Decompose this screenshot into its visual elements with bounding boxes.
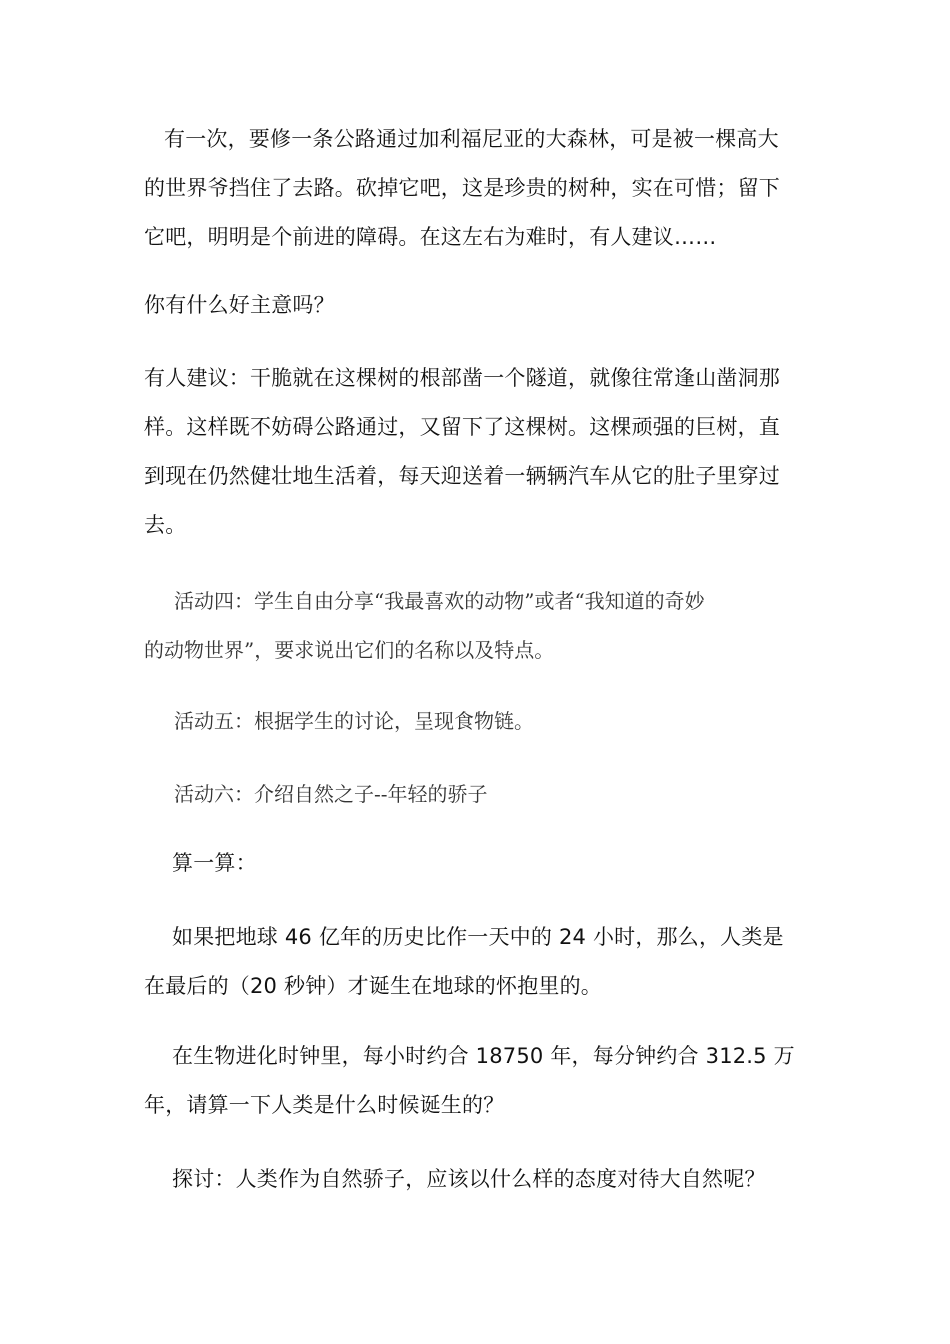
text-line: 探讨：人类作为自然骄子，应该以什么样的态度对待大自然呢？ (172, 1167, 766, 1191)
activity-six-paragraph (144, 770, 814, 819)
text-line: 有一次，要修一条公路通过加利福尼亚的大森林，可是被一棵高大 (164, 127, 779, 151)
text-line: 活动五：根据学生的讨论，呈现食物链。 (174, 709, 534, 733)
text-line: 算一算： (172, 851, 257, 875)
text-line: 活动四：学生自由分享“我最喜欢的动物”或者“我知道的奇妙 (174, 589, 705, 613)
calc-two-paragraph (144, 1032, 814, 1130)
text-line: 的动物世界”，要求说出它们的名称以及特点。 (144, 638, 555, 662)
text-line: 有人建议：干脆就在这棵树的根部凿一个隧道，就像往常逢山凿洞那 (144, 366, 780, 390)
activity-four-paragraph (144, 577, 814, 675)
text-line: 去。 (144, 513, 187, 537)
text-line: 的世界爷挡住了去路。砍掉它吧，这是珍贵的树种，实在可惜；留下 (144, 176, 780, 200)
question-paragraph (144, 281, 814, 330)
text-line: 在最后的（20 秒钟）才诞生在地球的怀抱里的。 (144, 974, 602, 998)
text-line: 在生物进化时钟里，每小时约合 18750 年，每分钟约合 312.5 万 (172, 1044, 795, 1068)
text-line: 到现在仍然健壮地生活着，每天迎送着一辆辆汽车从它的肚子里穿过 (144, 464, 780, 488)
text-line: 它吧，明明是个前进的障碍。在这左右为难时，有人建议…… (144, 225, 717, 249)
text-line: 如果把地球 46 亿年的历史比作一天中的 24 小时，那么，人类是 (172, 925, 784, 949)
text-line: 你有什么好主意吗？ (144, 293, 335, 317)
activity-five-paragraph (144, 697, 814, 746)
text-line: 样。这样既不妨碍公路通过，又留下了这棵树。这棵顽强的巨树，直 (144, 415, 780, 439)
suggestion-paragraph (144, 354, 814, 550)
calc-one-paragraph (144, 913, 814, 1011)
intro-paragraph (144, 115, 814, 262)
text-line: 活动六：介绍自然之子--年轻的骄子 (174, 782, 488, 806)
discussion-paragraph (144, 1155, 814, 1204)
calc-heading (144, 839, 814, 888)
text-line: 年，请算一下人类是什么时候诞生的？ (144, 1093, 505, 1117)
